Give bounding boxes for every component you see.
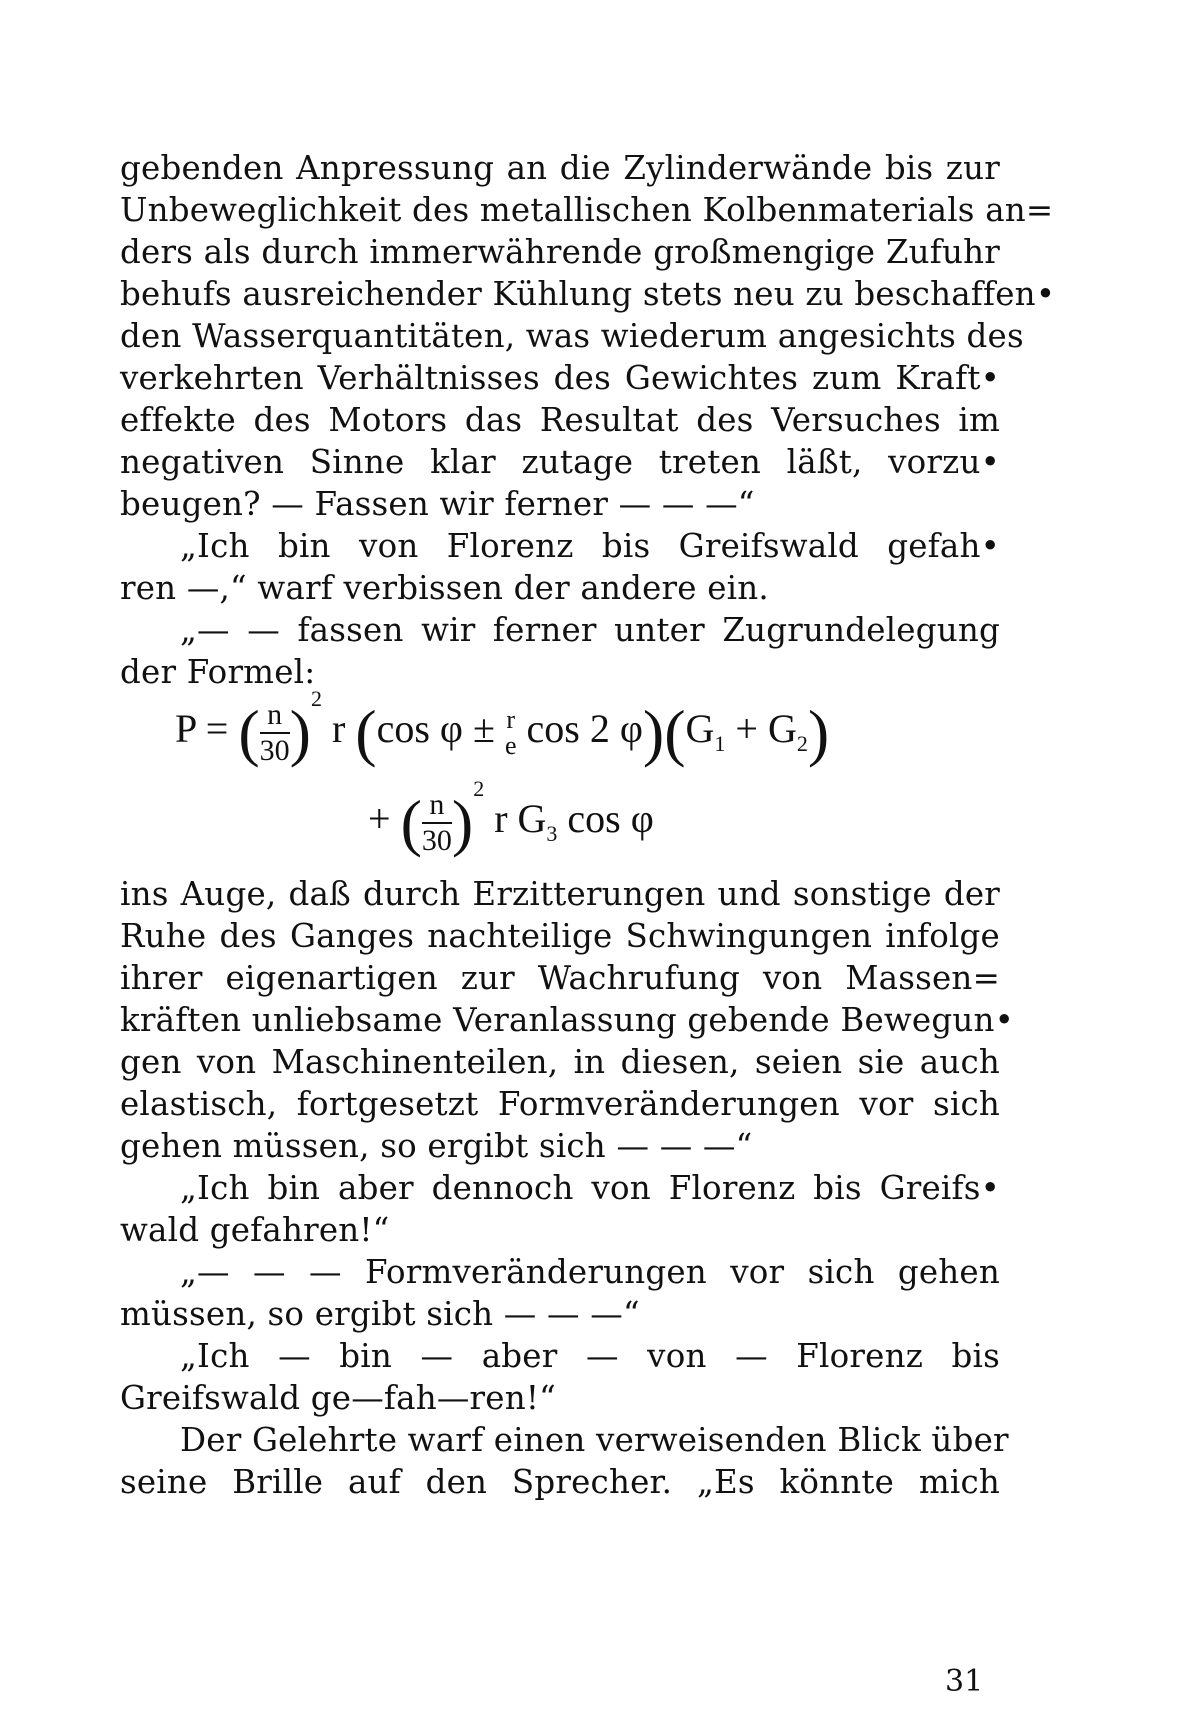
- text-line: Greifswald ge—fah—ren!“: [120, 1379, 556, 1417]
- formula-g1: G: [685, 706, 715, 752]
- fraction-denominator: 30: [421, 824, 452, 857]
- text-line: verkehrten Verhältnisses des Gewichtes zum Kraft•: [120, 359, 1000, 397]
- formula-plus: +: [368, 796, 391, 842]
- formula-g2: G: [767, 706, 797, 752]
- text-line: „Ich bin aber dennoch von Florenz bis Greifs•: [180, 1169, 1000, 1207]
- paren-open: (: [238, 697, 260, 768]
- text-line: wald gefahren!“: [120, 1211, 390, 1249]
- text-line: „— — — Formveränderungen vor sich gehen: [180, 1253, 1000, 1291]
- paren-open: (: [355, 697, 377, 768]
- formula-line-2: [368, 775, 654, 858]
- formula-cos-2phi: cos 2 φ: [526, 706, 643, 752]
- formula-line-1: [175, 685, 830, 768]
- formula-cos-phi: cos φ: [376, 706, 463, 752]
- exponent: 2: [310, 685, 322, 711]
- subscript: 2: [796, 731, 808, 757]
- subscript: 3: [546, 821, 558, 847]
- text-line: behufs ausreichender Kühlung stets neu zu beschaffen•: [120, 275, 1056, 313]
- text-line: ren —,“ warf verbissen der andere ein.: [120, 569, 769, 607]
- paren-close: ): [451, 787, 474, 858]
- fraction-n-over-30: [260, 700, 290, 766]
- fraction-denominator: 30: [259, 734, 290, 767]
- fraction-r-over-e: [505, 707, 517, 759]
- text-line: „Ich bin von Florenz bis Greifswald gefah•: [180, 527, 1000, 565]
- formula-g3: G: [517, 796, 547, 842]
- page-number: 31: [945, 1664, 984, 1699]
- subscript: 1: [714, 731, 726, 757]
- fraction-numerator: r: [506, 705, 516, 734]
- paren-open: (: [400, 787, 422, 858]
- formula-r: r: [331, 706, 346, 752]
- paren-close: ): [289, 697, 311, 768]
- text-line: gebenden Anpressung an die Zylinderwände bis zur: [120, 149, 1000, 187]
- text-line: den Wasserquantitäten, was wiederum angesichts des: [120, 317, 1024, 355]
- formula-lhs: P =: [175, 706, 229, 752]
- text-line: gen von Maschinenteilen, in diesen, seien sie auch: [120, 1043, 1000, 1081]
- text-line: seine Brille auf den Sprecher. „Es könnte mich: [120, 1463, 1000, 1501]
- text-line: müssen, so ergibt sich — — —“: [120, 1295, 640, 1333]
- paren-close: ): [642, 697, 665, 768]
- text-line: beugen? — Fassen wir ferner — — —“: [120, 485, 755, 523]
- text-line: ihrer eigenartigen zur Wachrufung von Massen=: [120, 959, 1000, 997]
- text-line: gehen müssen, so ergibt sich — — —“: [120, 1127, 753, 1165]
- text-line: „— — fassen wir ferner unter Zugrundelegung: [180, 611, 1000, 649]
- text-line: ins Auge, daß durch Erzitterungen und sonstige der: [120, 875, 1000, 913]
- text-line: effekte des Motors das Resultat des Versuches im: [120, 401, 1000, 439]
- text-line: Unbeweglichkeit des metallischen Kolbenmaterials an=: [120, 191, 1054, 229]
- formula-cos-phi: cos φ: [567, 796, 654, 842]
- fraction-n-over-30: [422, 790, 452, 856]
- text-line: Ruhe des Ganges nachteilige Schwingungen infolge: [120, 917, 1000, 955]
- fraction-denominator: e: [504, 731, 517, 760]
- fraction-numerator: n: [260, 700, 290, 734]
- text-line: der Formel:: [120, 653, 316, 691]
- paren-close: ): [807, 697, 830, 768]
- formula-plus-minus: ±: [473, 706, 495, 752]
- formula-plus: +: [735, 706, 758, 752]
- paren-open: (: [664, 697, 686, 768]
- text-line: negativen Sinne klar zutage treten läßt, vorzu•: [120, 443, 1000, 481]
- formula-r: r: [494, 796, 508, 842]
- text-line: „Ich — bin — aber — von — Florenz bis: [180, 1337, 1000, 1375]
- text-line: elastisch, fortgesetzt Formveränderungen vor sich: [120, 1085, 1000, 1123]
- text-line: kräften unliebsame Veranlassung gebende Bewegun•: [120, 1001, 1014, 1039]
- fraction-numerator: n: [422, 790, 452, 824]
- text-line: ders als durch immerwährende großmengige Zufuhr: [120, 233, 1000, 271]
- exponent: 2: [473, 775, 485, 801]
- text-line: Der Gelehrte warf einen verweisenden Blick über: [180, 1421, 1009, 1459]
